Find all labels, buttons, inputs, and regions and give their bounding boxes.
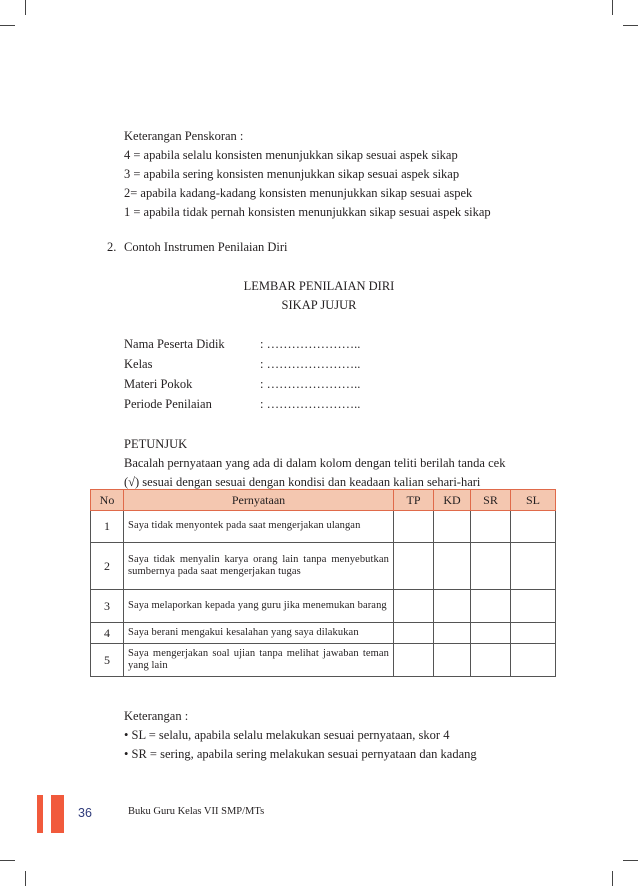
crop-mark — [623, 25, 638, 26]
footer-accent-bar — [37, 795, 43, 833]
cell-sl[interactable] — [511, 511, 556, 543]
table-header-row — [91, 490, 556, 511]
row-statement: Saya berani mengakui kesalahan yang saya dilakukan — [124, 623, 394, 644]
cell-kd[interactable] — [434, 511, 471, 543]
legend-item: • SL = selalu, apabila selalu melakukan sesuai pernyataan, skor 4 — [124, 728, 450, 742]
row-statement: Saya tidak menyalin karya orang lain tanpa menyebutkan sumbernya pada saat mengerjakan tugas — [124, 543, 394, 590]
identity-label: Kelas — [124, 357, 153, 371]
cell-sr[interactable] — [471, 543, 511, 590]
row-statement: Saya melaporkan kepada yang guru jika menemukan barang — [124, 590, 394, 623]
cell-sl[interactable] — [511, 644, 556, 677]
cell-sr[interactable] — [471, 623, 511, 644]
cell-tp[interactable] — [394, 511, 434, 543]
footer-book-title: Buku Guru Kelas VII SMP/MTs — [128, 806, 265, 817]
scoring-line: 1 = apabila tidak pernah konsisten menunjukkan sikap sesuai aspek sikap — [124, 205, 491, 219]
row-number: 2 — [91, 543, 124, 590]
identity-label: Periode Penilaian — [124, 397, 212, 411]
table-row — [91, 644, 556, 677]
cell-sl[interactable] — [511, 590, 556, 623]
section-number: 2. — [107, 240, 117, 254]
row-statement: Saya tidak menyontek pada saat mengerjakan ulangan — [124, 511, 394, 543]
cell-sl[interactable] — [511, 623, 556, 644]
legend-heading: Keterangan : — [124, 709, 189, 723]
legend-item: • SR = sering, apabila sering melakukan sesuai pernyataan dan kadang — [124, 747, 477, 761]
table-row — [91, 590, 556, 623]
instructions-text: (√) sesuai dengan sesuai dengan kondisi dan keadaan kalian sehari-hari — [124, 475, 481, 489]
identity-value: : ………………….. — [260, 377, 361, 391]
assessment-table — [90, 489, 556, 677]
cell-sr[interactable] — [471, 590, 511, 623]
footer-accent-bar — [51, 795, 64, 833]
table-row — [91, 511, 556, 543]
identity-value: : ………………….. — [260, 337, 361, 351]
row-statement: Saya mengerjakan soal ujian tanpa melihat jawaban teman yang lain — [124, 644, 394, 677]
crop-mark — [612, 871, 613, 886]
table-row — [91, 543, 556, 590]
cell-kd[interactable] — [434, 590, 471, 623]
cell-sl[interactable] — [511, 543, 556, 590]
col-header-sl: SL — [511, 490, 556, 511]
crop-mark — [0, 860, 15, 861]
crop-mark — [25, 0, 26, 15]
cell-tp[interactable] — [394, 644, 434, 677]
instructions-text: Bacalah pernyataan yang ada di dalam kolom dengan teliti berilah tanda cek — [124, 456, 506, 470]
crop-mark — [612, 0, 613, 15]
identity-value: : ………………….. — [260, 397, 361, 411]
col-header-statement: Pernyataan — [124, 490, 394, 511]
crop-mark — [623, 860, 638, 861]
col-header-no: No — [91, 490, 124, 511]
section-title: Contoh Instrumen Penilaian Diri — [124, 240, 288, 254]
scoring-line: 3 = apabila sering konsisten menunjukkan sikap sesuai aspek sikap — [124, 167, 460, 181]
cell-sr[interactable] — [471, 511, 511, 543]
table-row — [91, 623, 556, 644]
crop-mark — [0, 25, 15, 26]
identity-value: : ………………….. — [260, 357, 361, 371]
crop-mark — [25, 871, 26, 886]
scoring-line: 4 = apabila selalu konsisten menunjukkan sikap sesuai aspek sikap — [124, 148, 458, 162]
col-header-sr: SR — [471, 490, 511, 511]
scoring-heading: Keterangan Penskoran : — [124, 129, 244, 143]
cell-tp[interactable] — [394, 623, 434, 644]
row-number: 5 — [91, 644, 124, 677]
cell-kd[interactable] — [434, 644, 471, 677]
cell-sr[interactable] — [471, 644, 511, 677]
scoring-line: 2= apabila kadang-kadang konsisten menunjukkan sikap sesuai aspek — [124, 186, 473, 200]
cell-tp[interactable] — [394, 590, 434, 623]
col-header-tp: TP — [394, 490, 434, 511]
sheet-title: LEMBAR PENILAIAN DIRI — [243, 279, 395, 293]
sheet-subtitle: SIKAP JUJUR — [281, 298, 357, 312]
col-header-kd: KD — [434, 490, 471, 511]
identity-label: Materi Pokok — [124, 377, 193, 391]
instructions-heading: PETUNJUK — [124, 437, 188, 451]
cell-tp[interactable] — [394, 543, 434, 590]
row-number: 3 — [91, 590, 124, 623]
row-number: 1 — [91, 511, 124, 543]
page-number: 36 — [78, 806, 92, 820]
cell-kd[interactable] — [434, 623, 471, 644]
row-number: 4 — [91, 623, 124, 644]
cell-kd[interactable] — [434, 543, 471, 590]
identity-label: Nama Peserta Didik — [124, 337, 225, 351]
